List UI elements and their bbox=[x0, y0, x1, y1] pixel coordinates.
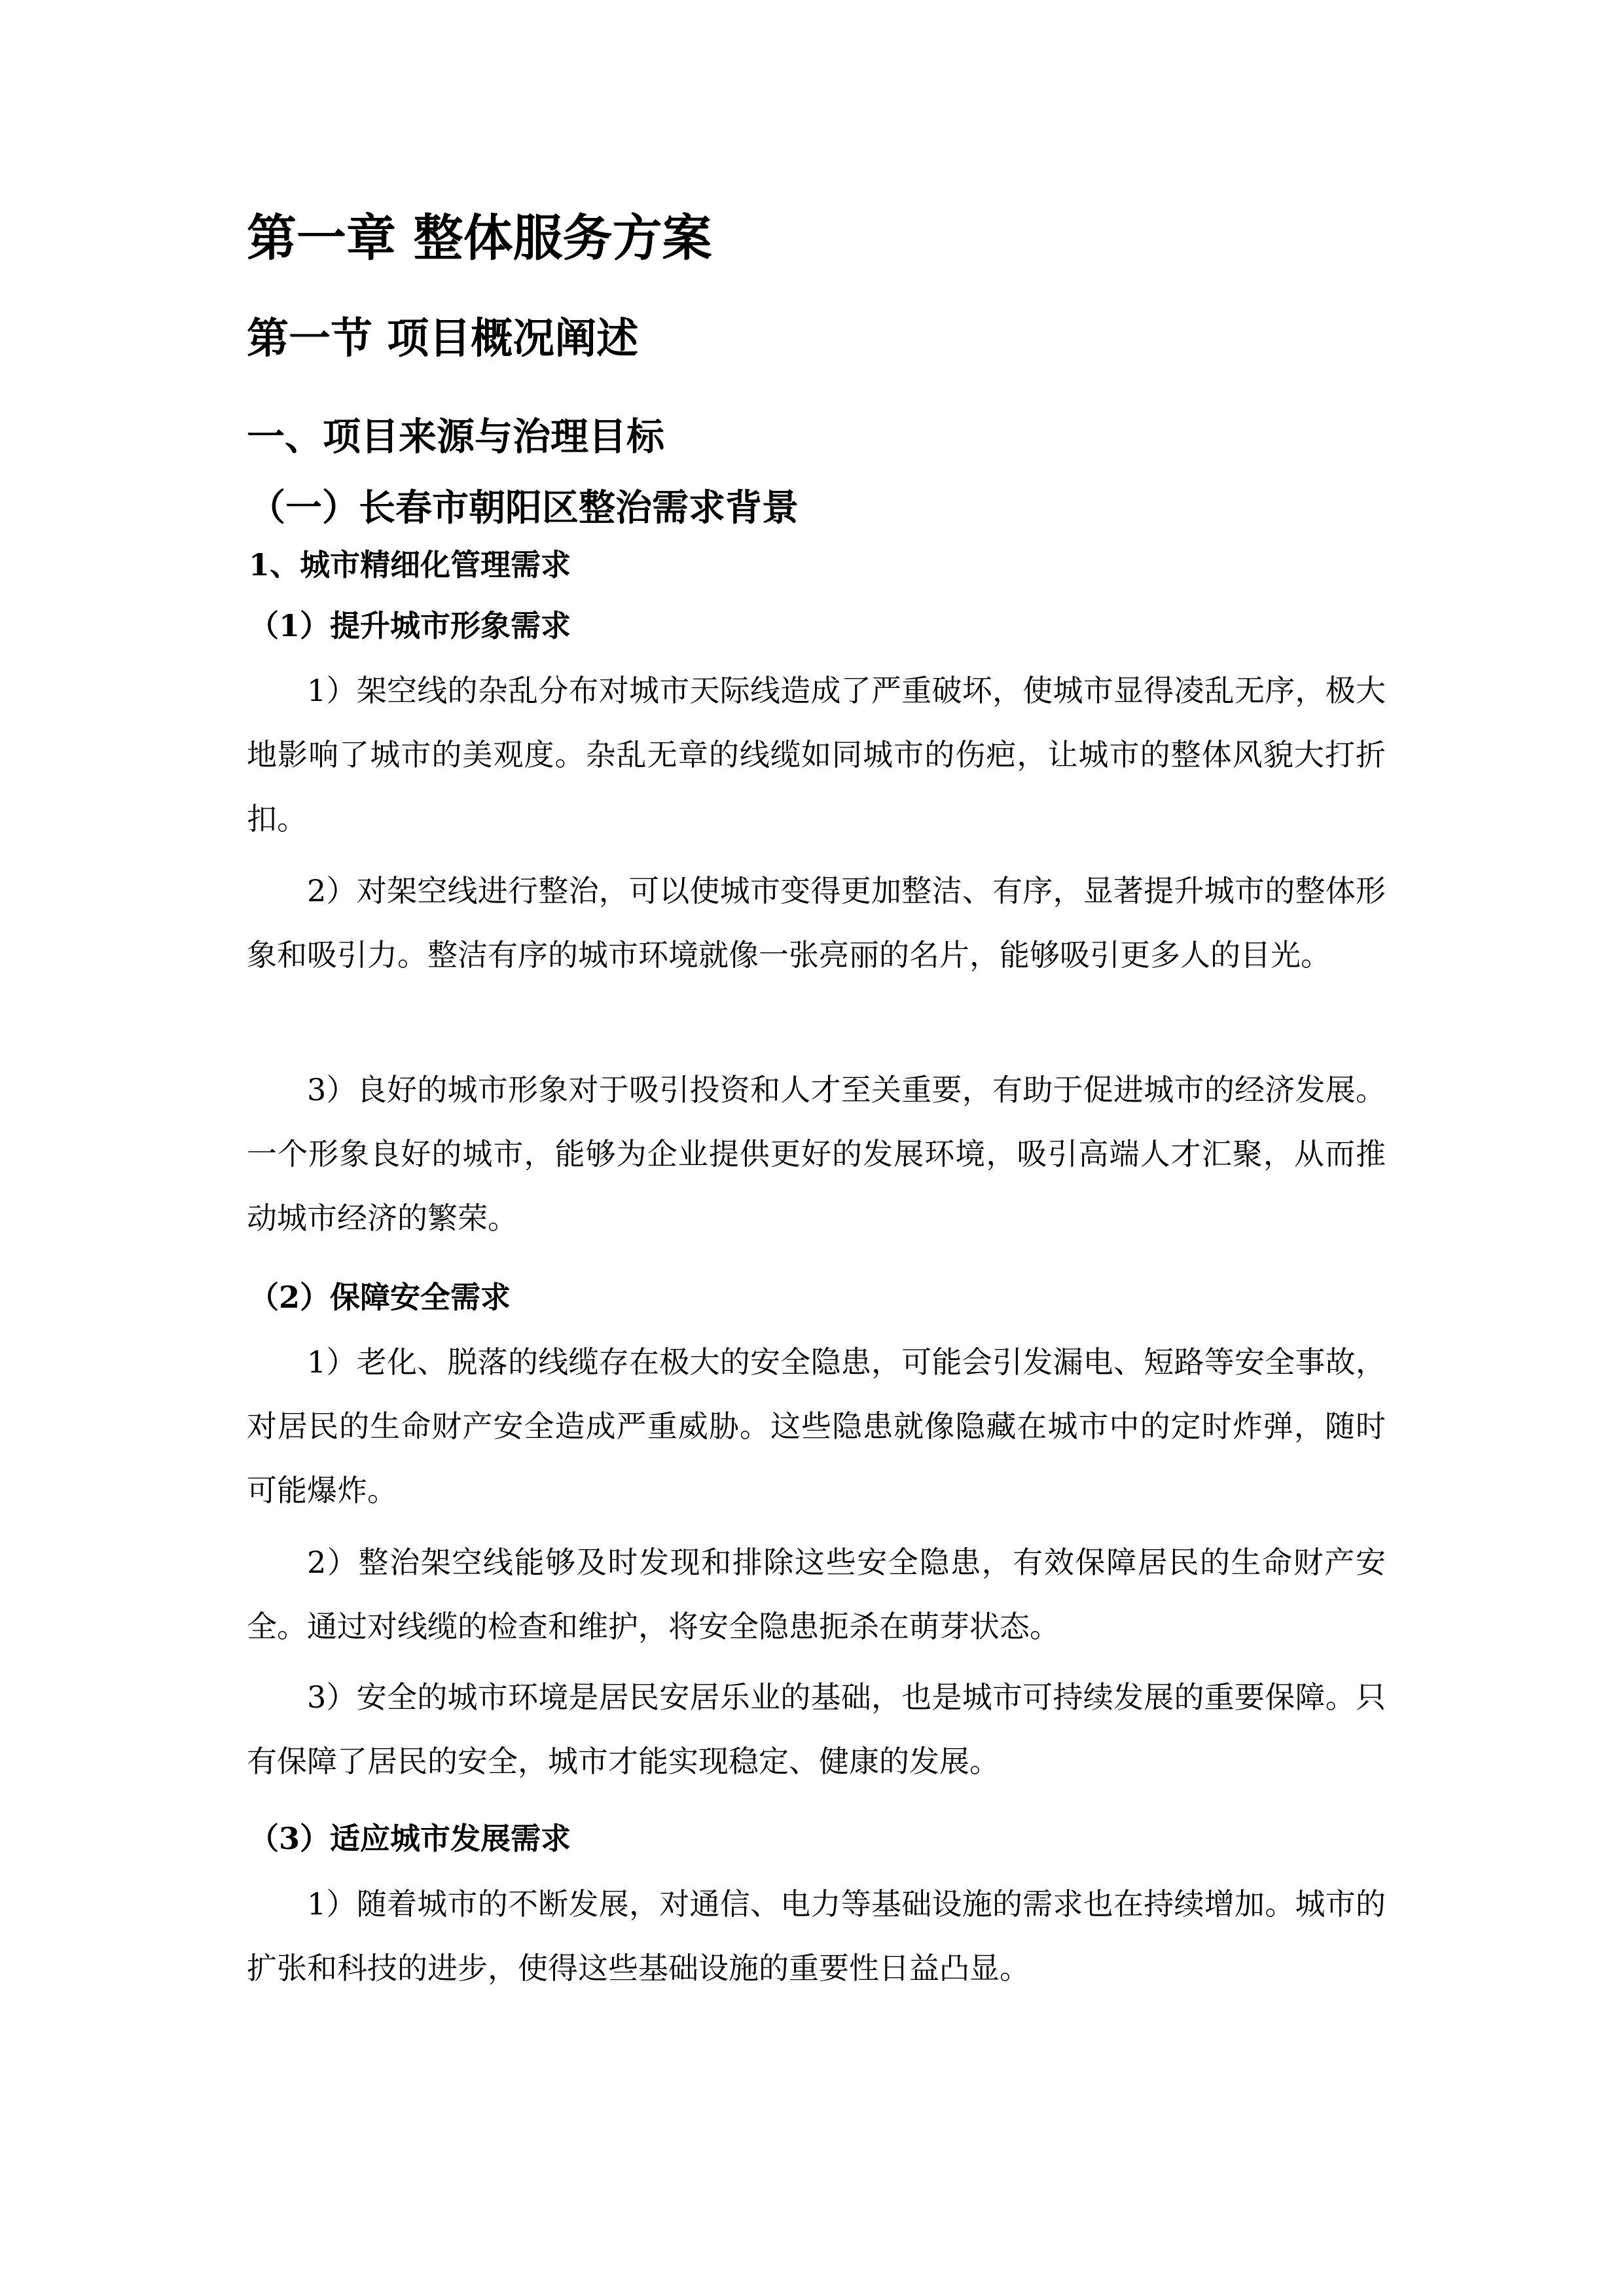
subsection-title: 一、项目来源与治理目标 bbox=[247, 414, 665, 459]
paragraph: 3）安全的城市环境是居民安居乐业的基础，也是城市可持续发展的重要保障。只有保障了居民的安全，城市才能实现稳定、健康的发展。 bbox=[247, 1679, 1386, 1779]
paragraph: 1）架空线的杂乱分布对城市天际线造成了严重破坏，使城市显得凌乱无序，极大地影响了城市的美观度。杂乱无章的线缆如同城市的伤疤，让城市的整体风貌大打折扣。 bbox=[247, 673, 1386, 836]
block-heading: （3）适应城市发展需求 bbox=[249, 1821, 571, 1856]
paragraph: 1）老化、脱落的线缆存在极大的安全隐患，可能会引发漏电、短路等安全事故，对居民的生命财产安全造成严重威胁。这些隐患就像隐藏在城市中的定时炸弹，随时可能爆炸。 bbox=[247, 1344, 1386, 1508]
paragraph: 1）随着城市的不断发展，对通信、电力等基础设施的需求也在持续增加。城市的扩张和科技的进步，使得这些基础设施的重要性日益凸显。 bbox=[247, 1886, 1386, 1986]
item-heading: 1、城市精细化管理需求 bbox=[249, 547, 571, 583]
paragraph: 2）对架空线进行整治，可以使城市变得更加整洁、有序，显著提升城市的整体形象和吸引力。整洁有序的城市环境就像一张亮丽的名片，能够吸引更多人的目光。 bbox=[247, 873, 1386, 973]
section-title: 第一节 项目概况阐述 bbox=[247, 315, 639, 363]
subsubsection-title: （一）长春市朝阳区整治需求背景 bbox=[249, 486, 799, 529]
block-heading: （2）保障安全需求 bbox=[249, 1280, 511, 1315]
paragraph: 2）整治架空线能够及时发现和排除这些安全隐患，有效保障居民的生命财产安全。通过对线缆的检查和维护，将安全隐患扼杀在萌芽状态。 bbox=[247, 1545, 1386, 1644]
chapter-title: 第一章 整体服务方案 bbox=[247, 209, 712, 267]
paragraph: 3）良好的城市形象对于吸引投资和人才至关重要，有助于促进城市的经济发展。一个形象良好的城市，能够为企业提供更好的发展环境，吸引高端人才汇聚，从而推动城市经济的繁荣。 bbox=[247, 1072, 1386, 1236]
block-heading: （1）提升城市形象需求 bbox=[249, 608, 571, 643]
